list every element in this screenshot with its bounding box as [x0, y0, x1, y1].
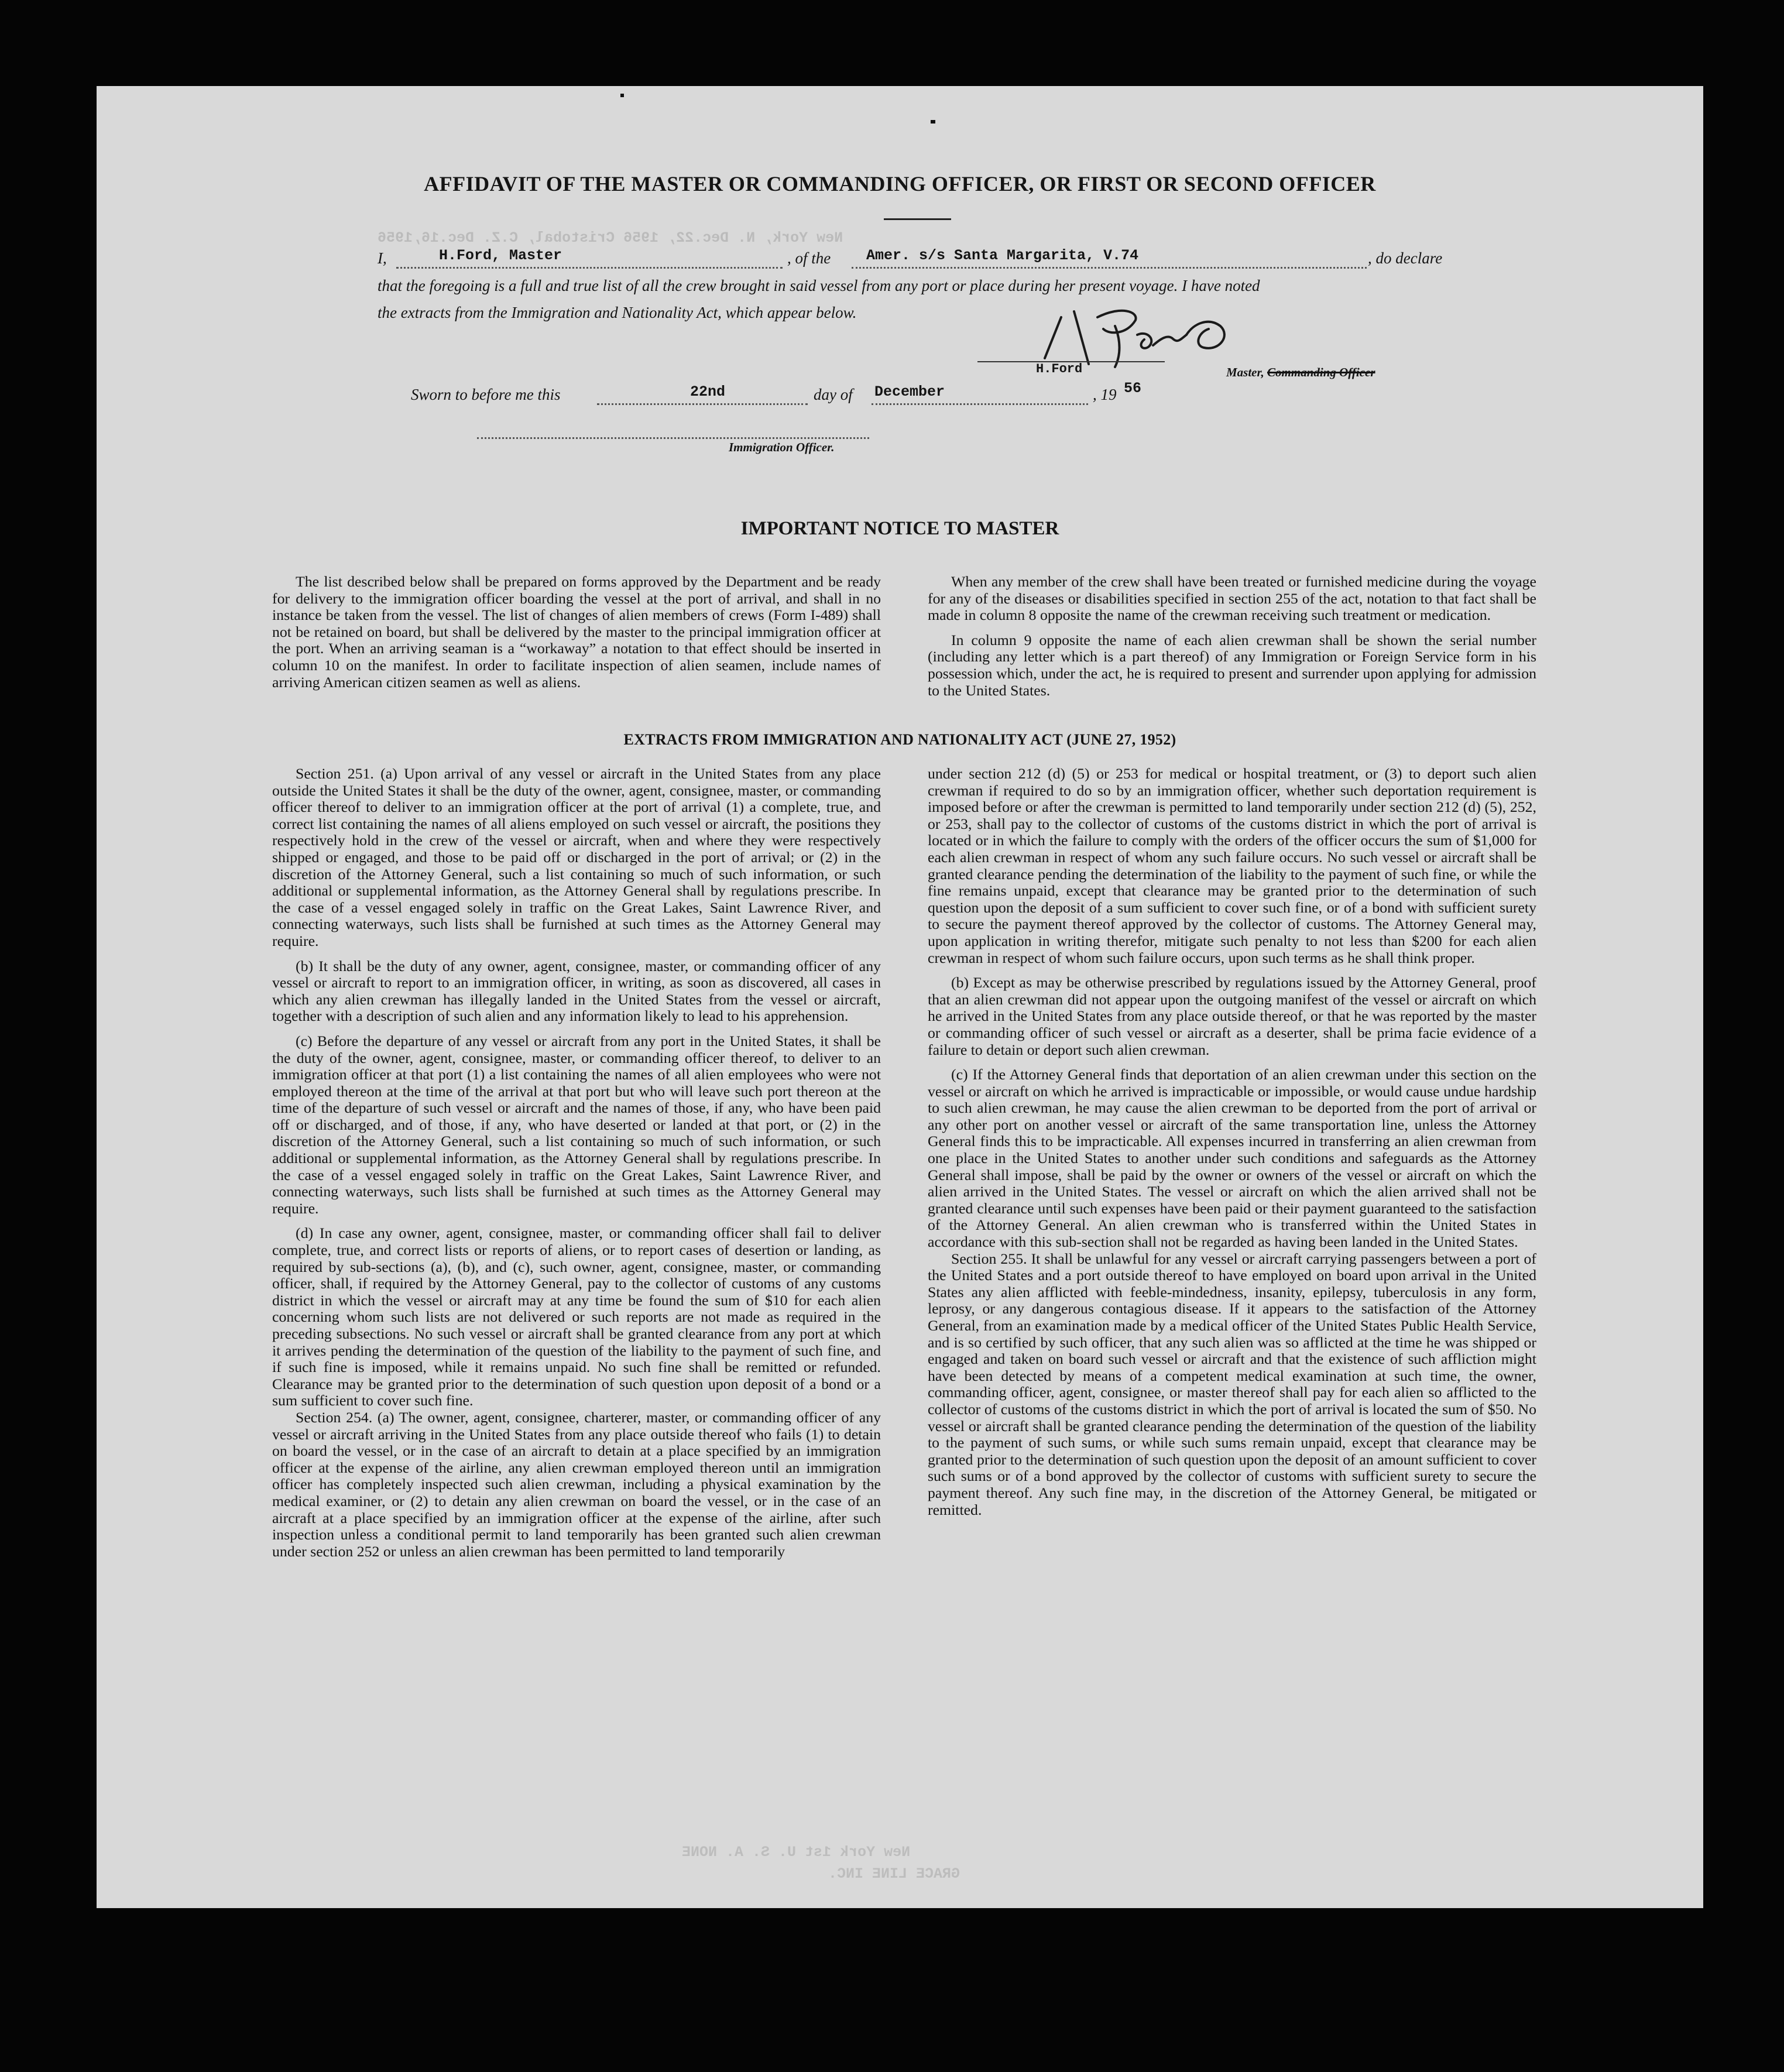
vessel-line [852, 267, 1367, 269]
sworn-prefix: Sworn to before me this [411, 386, 561, 403]
section-251-a: Section 251. (a) Upon arrival of any vessel or aircraft in the United States from any place outside the United States it shall be the duty of the owner, agent, consignee, master, or commanding officer thereof to deliver to an immigration officer at the port of arrival (1) a complete, true, and correct list containing the names of all aliens employed on such vessel or aircraft, the positions they respectively hold in the crew of the vessel or aircraft, when and where they were respectively shipped or engaged, and those to be paid off or discharged in the port of arrival; or (2) in the discretion of the Attorney General, such a list containing so much of such information, or such additional or supplemental information, as the Attorney General shall by regulations prescribe. In the case of a vessel engaged solely in traffic on the Great Lakes, Saint Lawrence River, and connecting waterways, such lists shall be furnished at such times as the Attorney General may require. [272, 765, 881, 949]
day-field: 22nd [690, 383, 726, 400]
bleed-through-company: GRACE LINE INC. [828, 1865, 960, 1882]
day-of-label: day of [814, 386, 853, 403]
declaration-line-1 [378, 249, 1548, 273]
title-divider [884, 218, 951, 220]
declaration-suffix: , do declare [1368, 249, 1443, 267]
month-line [872, 403, 1088, 405]
section-254-a: Section 254. (a) The owner, agent, consignee, charterer, master, or commanding officer of any vessel or aircraft arriving in the United States from any place outside thereof who fails (1) to detain on board the vessel, or in the case of an aircraft to detain at a place specified by an immigration officer at the expense of the airline, any alien crewman employed thereon until an immigration officer has completely inspected such alien crewman, including a physical examination by the medical examiner, or (2) to detain any alien crewman on board the vessel, or in the case of an aircraft at a place specified by an immigration officer at the expense of the airline, after such inspection unless a conditional permit to land temporarily has been granted such alien crewman under section 252 or unless an alien crewman has been permitted to land temporarily [272, 1408, 881, 1560]
month-field: December [874, 383, 945, 400]
notice-paragraph-1: The list described below shall be prepared on forms approved by the Department and be ready for delivery to the immigration officer boarding the vessel at the port of arrival, and shall in no instance be taken from the vessel. The list of changes of alien members of crews (Form I-489) shall not be retained on board, but shall be delivered by the master to the principal immigration officer at the port. When an arriving seaman is a “workaway” a notation to that effect should be inserted in column 10 on the manifest. In order to facilitate inspection of alien seamen, include names of arriving American citizen seamen as well as aliens. [272, 573, 881, 691]
notice-right-column [928, 574, 1536, 699]
bleed-through-bottom: New York 1st U. S. A. NONE [682, 1844, 911, 1861]
section-254-c: (c) If the Attorney General finds that deportation of an alien crewman under this section on the vessel or aircraft on which he arrived is impracticable or impossible, or would cause undue hardship to such alien crewman, he may cause the alien crewman to be deported from the port of arrival or any other port on another vessel or aircraft of the same transportation line, unless the Attorney General finds this to be impracticable. All expenses incurred in transferring an alien crewman from one place in the United States to another under such conditions and safeguards as the Attorney General shall impose, shall be paid by the owner or owners of the vessel or aircraft on which the alien arrived in the United States. The vessel or aircraft on which the alien arrived shall not be granted clearance until such expenses have been paid or their payment guaranteed to the satisfaction of the Attorney General. An alien crewman who is transferred within the United States in accordance with this sub-section shall not be regarded as having been landed in the United States. [928, 1066, 1536, 1251]
notice-title: IMPORTANT NOTICE TO MASTER [740, 518, 1059, 539]
section-254-a-continued: under section 212 (d) (5) or 253 for medical or hospital treatment, or (3) to deport such alien crewman if required to do so by an immigration officer, whether such deportation requirement is imposed before or after the crewman is permitted to land temporarily under section 212 (d) (5), 252, or 253, shall pay to the collector of customs of the customs district in which the port of arrival is located or in which the failure to comply with the orders of the officer occurs the sum of $1,000 for each alien crewman in respect of whom any such failure occurs. No such vessel or aircraft shall be granted clearance pending the determination of the liability to the payment of such fine, or while the fine remains unpaid, except that clearance may be granted prior to the determination of such question upon the deposit of a sum sufficient to cover such fine, or of a bond with sufficient surety to secure the payment thereof approved by the collector of customs. The Attorney General may, upon application in writing therefor, mitigate such penalty to not less than $200 for each alien crewman in respect of whom such failure occurs, upon such terms as he shall think proper. [928, 765, 1536, 966]
declaration-prefix: I, [378, 249, 387, 267]
declaration-mid: , of the [787, 249, 831, 267]
notice-paragraph-3: In column 9 opposite the name of each alien crewman shall be shown the serial number (including any letter which is a part thereof) of any Immigration or Foreign Service form in his possession which, under the act, he is required to present and surrender upon applying for admission to the United States. [928, 631, 1536, 699]
scan-mark [931, 120, 935, 124]
declaration-line-2: that the foregoing is a full and true list of all the crew brought in said vessel from any port or place during her present voyage. I have noted [378, 277, 1260, 294]
day-line [597, 403, 808, 405]
affidavit-title: AFFIDAVIT OF THE MASTER OR COMMANDING OFFICER, OR FIRST OR SECOND OFFICER [424, 172, 1376, 195]
section-255: Section 255. It shall be unlawful for any vessel or aircraft carrying passengers between a port of the United States and a port outside thereof to have employed on board upon arrival in the United States any alien afflicted with feeble-mindedness, insanity, epilepsy, tuberculosis in any form, leprosy, or any dangerous contagious disease. If it appears to the satisfaction of the Attorney General, from an examination made by a medical officer of the United States Public Health Service, and is so certified by such officer, that any such alien was so afflicted at the time he was shipped or engaged and taken on board such vessel or aircraft and that the existence of such affliction might have been detected by means of a competent medical examination at such time, the owner, commanding officer, agent, consignee, or master thereof shall pay for each alien so afflicted to the collector of customs of the customs district in which the port of arrival is located the sum of $50. No vessel or aircraft shall be granted clearance pending the determination of the question of the liability to the payment of such sums, or while such sums remain unpaid, except that clearance may be granted prior to the determination of such question upon the deposit of an amount sufficient to cover such sums or of a bond approved by the collector of customs with sufficient surety to secure the payment thereof. Any such fine may, in the discretion of the Attorney General, be mitigated or remitted. [928, 1250, 1536, 1518]
section-251-d: (d) In case any owner, agent, consignee, master, or commanding officer shall fail to deliver complete, true, and correct lists or reports of aliens, or to report cases of desertion or landing, as required by sub-sections (a), (b), and (c), such owner, agent, consignee, master, or commanding officer, shall, if required by the Attorney General, pay to the collector of customs of any customs district in which the vessel or aircraft may at any time be found the sum of $10 for each alien concerning whom such lists are not delivered or such reports are not made as required in the preceding subsections. No such vessel or aircraft shall be granted clearance from any port at which it arrives pending the determination of the question of the liability to the payment of such fine, and if such fine is imposed, while it remains unpaid. No such fine shall be remitted or refunded. Clearance may be granted prior to the determination of such question upon deposit of a bond or a sum sufficient to cover such fine. [272, 1224, 881, 1409]
section-251-b: (b) It shall be the duty of any owner, agent, consignee, master, or commanding officer of any vessel or aircraft to report to an immigration officer, in writing, as soon as discovered, all cases in which any alien crewman has illegally landed in the United States from the vessel or aircraft, together with a description of such alien and any information likely to lead to his apprehension. [272, 957, 881, 1025]
immigration-officer-caption: Immigration Officer. [729, 440, 835, 454]
typed-signature: H.Ford [1036, 362, 1083, 376]
master-label: Master, [1226, 365, 1264, 379]
year-field: 56 [1124, 380, 1142, 397]
section-251-c: (c) Before the departure of any vessel or aircraft from any port in the United States, it shall be the duty of the owner, agent, consignee, master, or commanding officer thereof, to deliver to an immigration officer at that port (1) a list containing the names of all alien employees who were not employed thereon at the time of the arrival at that port but who will leave such port thereon at the time of the departure of such vessel or aircraft and the names of those, if any, who have been paid off or discharged, and of those, if any, who have deserted or landed at that port, or (2) in the discretion of the Attorney General, such a list containing so much of such information, or such additional or supplemental information, as the Attorney General shall by regulations prescribe. In the case of a vessel engaged solely in traffic on the Great Lakes, Saint Lawrence River, and connecting waterways, such lists shall be furnished at such times as the Attorney General may require. [272, 1032, 881, 1217]
year-prefix: , 19 [1093, 386, 1117, 403]
section-254-b: (b) Except as may be otherwise prescribed by regulations issued by the Attorney General, proof that an alien crewman did not appear upon the outgoing manifest of the vessel or aircraft on which he arrived in the United States from any place outside thereof, or that he was reported by the master or commanding officer of such vessel or aircraft as a deserter, shall be prima facie evidence of a failure to detain or deport such alien crewman. [928, 974, 1536, 1058]
extracts-left-column [272, 766, 881, 1560]
master-caption [1226, 365, 1375, 380]
sworn-line [411, 380, 1289, 409]
notice-left-column [272, 574, 881, 691]
immigration-officer-line [477, 437, 869, 439]
bleed-through-top: New York, N. Dec.22, 1956 Cristobal, C.Z. Dec.16,1956 [378, 229, 843, 246]
notice-paragraph-2: When any member of the crew shall have been treated or furnished medicine during the voyage for any of the diseases or disabilities specified in section 255 of the act, notation to that fact shall be made in column 8 opposite the name of the crewman receiving such treatment or medication. [928, 573, 1536, 624]
scan-mark [620, 94, 624, 97]
extracts-heading: EXTRACTS FROM IMMIGRATION AND NATIONALITY ACT (JUNE 27, 1952) [623, 731, 1176, 748]
extracts-right-column [928, 766, 1536, 1518]
master-name-field: H.Ford, Master [439, 247, 562, 264]
vessel-name-field: Amer. s/s Santa Margarita, V.74 [866, 247, 1139, 264]
struck-commanding-officer: Commanding Officer [1267, 365, 1375, 379]
declaration-line-3: the extracts from the Immigration and Nationality Act, which appear below. [378, 304, 857, 321]
name-line [396, 267, 783, 269]
document-page [97, 86, 1703, 1908]
